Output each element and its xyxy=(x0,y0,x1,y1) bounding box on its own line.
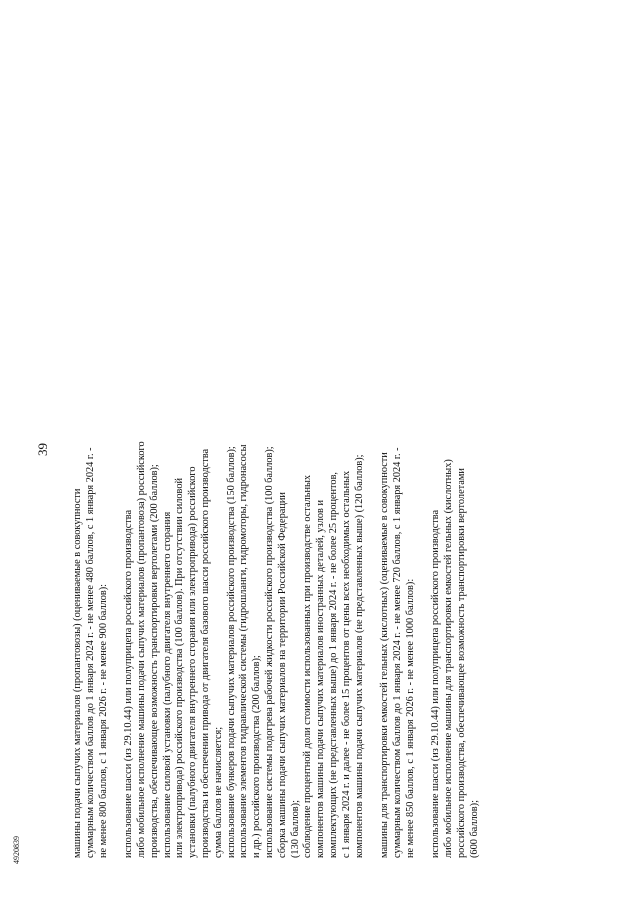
text-line: российского производства, обеспечивающее возможность транспортировки вертолетами xyxy=(455,468,467,858)
text-line: производства и обеспечении привода от двигателя базового шасси российского производства xyxy=(199,448,211,858)
paragraph-gap xyxy=(366,28,379,858)
paragraph-gel-tank-machines xyxy=(379,28,417,858)
text-line: установки (палубного двигателя внутреннего сгорания или электропривода) российского xyxy=(187,466,199,858)
paragraph-proppant-machines xyxy=(72,28,110,858)
text-line: использование элементов гидравлической системы (гидрошланги, гидромоторы, гидронасосы xyxy=(238,444,250,858)
paragraph-gap xyxy=(110,28,123,858)
text-line: использование системы подогрева рабочей жидкости российского производства (100 баллов); xyxy=(263,446,275,858)
text-line: суммарным количеством баллов до 1 января 2024 г. - не менее 720 баллов, с 1 января 2024 г. - xyxy=(391,447,403,858)
text-line: использование бункеров подачи сыпучих материалов российского производства (150 баллов); xyxy=(225,446,237,858)
text-line: использование силовой установки (палубного двигателя внутреннего сгорания xyxy=(161,511,173,858)
text-line: машины подачи сыпучих материалов (пропантовозы) (оцениваемые в совокупности xyxy=(72,488,83,858)
text-line: с 1 января 2024 г. и далее - не более 15 процентов от цены всех необходимых остальных xyxy=(340,470,352,858)
text-line: либо мобильное исполнение машины для транспортировки емкостей гельных (кислотных) xyxy=(443,459,455,858)
paragraph-proppant-criteria xyxy=(123,28,366,858)
text-line: сумма баллов не начисляется; xyxy=(212,726,224,858)
text-line: использование шасси (из 29.10.44) или полуприцепа российского производства xyxy=(123,509,135,858)
text-line: и др.) российского производства (200 баллов); xyxy=(251,655,263,858)
document-code: 4920839 xyxy=(12,836,21,864)
text-line: не менее 850 баллов, с 1 января 2026 г. - не менее 1000 баллов): xyxy=(404,578,416,858)
text-line: компонентов машины подачи сыпучих материалов (не представленных выше) (120 баллов); xyxy=(353,454,365,858)
text-line: не менее 800 баллов, с 1 января 2026 г. - не менее 900 баллов): xyxy=(97,583,109,858)
text-line: либо мобильное исполнение машины подачи сыпучих материалов (пропантовоза) российского xyxy=(135,441,147,858)
text-line: (600 баллов); xyxy=(468,800,480,858)
text-line: суммарным количеством баллов до 1 января 2024 г. - не менее 480 баллов, с 1 января 2024 г. - xyxy=(84,447,96,858)
text-line: производства, обеспечивающее возможность транспортировки вертолетами (200 баллов); xyxy=(148,464,160,858)
text-line: (130 баллов); xyxy=(289,800,301,858)
text-line: сборка машины подачи сыпучих материалов на территории Российской Федерации xyxy=(276,492,288,858)
text-line: или электропривода) российского производства (100 баллов). При отсутствии силовой xyxy=(174,478,186,858)
text-line: комплектующих (не представленных выше) до 1 января 2024 г. - не более 25 процентов, xyxy=(327,471,339,858)
paragraph-gap xyxy=(418,28,431,858)
text-line: компонентов машины подачи сыпучих материалов иностранных деталей, узлов и xyxy=(315,500,327,858)
text-line: соблюдение процентной доли стоимости использованных при производстве остальных xyxy=(302,474,314,858)
page-body xyxy=(72,28,482,858)
page-number: 39 xyxy=(35,443,50,456)
paragraph-gel-tank-criteria xyxy=(430,28,481,858)
text-line: использование шасси (из 29.10.44) или полуприцепа российского производства xyxy=(430,509,442,858)
text-line: машины для транспортировки емкостей гельных (кислотных) (оцениваемые в совокупности xyxy=(379,452,391,858)
